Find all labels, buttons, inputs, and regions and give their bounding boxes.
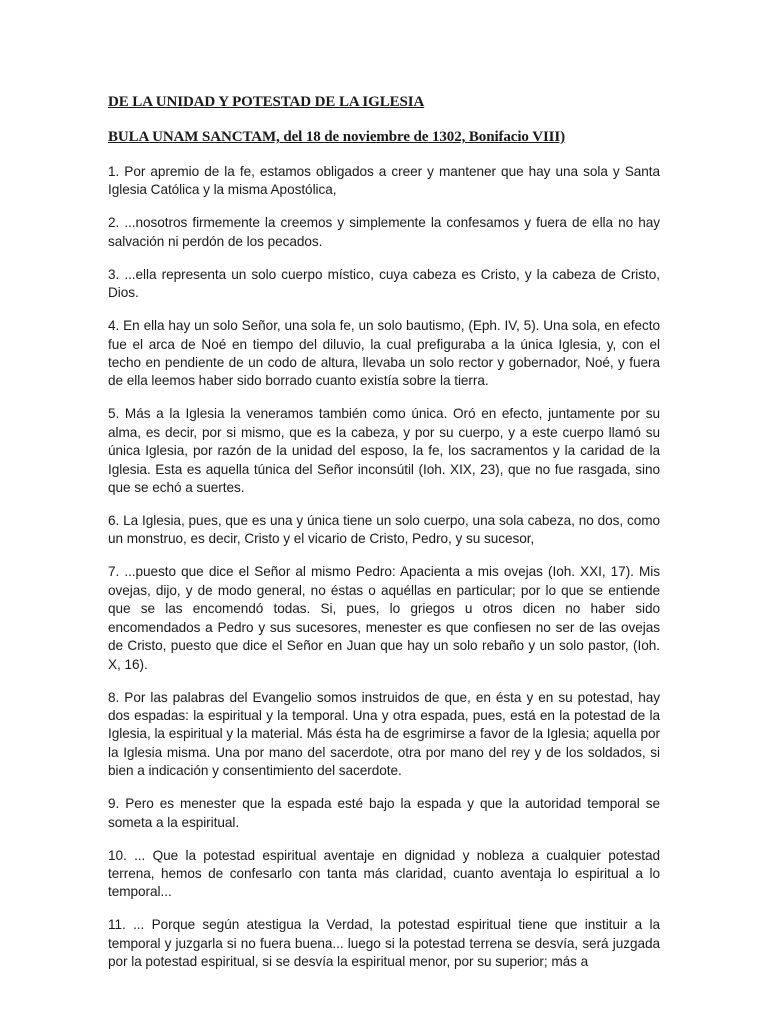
document-subtitle: BULA UNAM SANCTAM, del 18 de noviembre de 1302, Bonifacio VIII) [108, 129, 566, 145]
document-title: DE LA UNIDAD Y POTESTAD DE LA IGLESIA [108, 94, 425, 110]
paragraph-11: 11. ... Porque según atestigua la Verdad, la potestad espiritual tiene que instituir a la temporal y juzgarla si no fuera buena... luego si la potestad terrena se desvía, será juzgada por la potestad espiritual, si se desvía la espiritual menor, por su superior; más a [108, 917, 660, 970]
paragraph-1: 1. Por apremio de la fe, estamos obligados a creer y mantener que hay una sola y Santa Iglesia Católica y la misma Apostólica, [108, 164, 660, 198]
paragraph-3: 3. ...ella representa un solo cuerpo místico, cuya cabeza es Cristo, y la cabeza de Cristo, Dios. [108, 266, 660, 301]
paragraph-6: 6. La Iglesia, pues, que es una y única tiene un solo cuerpo, una sola cabeza, no dos, como un monstruo, es decir, Cristo y el vicario de Cristo, Pedro, y su sucesor, [108, 513, 660, 547]
document-page [108, 92, 660, 986]
paragraph-4: 4. En ella hay un solo Señor, una sola fe, un solo bautismo, (Eph. IV, 5). Una sola, en efecto fue el arca de Noé en tiempo del diluvio, la cual prefiguraba a la única Iglesia, y, con el techo en pendiente de un codo de altura, llevaba un solo rector y gobernador, Noé, y fuera de ella leemos haber sido borrado cuanto existía sobre la tierra. [108, 318, 660, 389]
paragraph-8: 8. Por las palabras del Evangelio somos instruidos de que, en ésta y en su potestad, hay dos espadas: la espiritual y la temporal. Una y otra espada, pues, está en la potestad de la Iglesia, la espiritual y la material. Más ésta ha de esgrimirse a favor de la Iglesia; aquella por la Iglesia misma. Una por mano del sacerdote, otra por mano del rey y de los soldados, si bien a indicación y consentimiento del sacerdote. [108, 689, 660, 779]
paragraph-2: 2. ...nosotros firmemente la creemos y simplemente la confesamos y fuera de ella no hay salvación ni perdón de los pecados. [108, 215, 660, 249]
paragraph-7: 7. ...puesto que dice el Señor al mismo Pedro: Apacienta a mis ovejas (Ioh. XXI, 17). Mis ovejas, dijo, y de modo general, no éstas o aquéllas en particular; por lo que se entiende que se las encomendó todas. Si, pues, lo griegos u otros dicen no haber sido encomendados a Pedro y sus sucesores, menester es que confiesen no ser de las ovejas de Cristo, puesto que dice el Señor en Juan que hay un solo rebaño y un solo pastor, (Ioh. X, 16). [108, 564, 660, 672]
paragraph-10: 10. ... Que la potestad espiritual aventaje en dignidad y nobleza a cualquier potestad terrena, hemos de confesarlo con tanta más claridad, cuanto aventaja lo espiritual a lo temporal... [108, 847, 660, 900]
paragraph-5: 5. Más a la Iglesia la veneramos también como única. Oró en efecto, juntamente por su alma, es decir, por si mismo, que es la cabeza, y por su cuerpo, y a este cuerpo llamó su única Iglesia, por razón de la unidad del esposo, la fe, los sacramentos y la caridad de la Iglesia. Esta es aquella túnica del Señor inconsútil (Ioh. XIX, 23), que no fue rasgada, sino que se echó a suertes. [108, 406, 660, 496]
paragraph-9: 9. Pero es menester que la espada esté bajo la espada y que la autoridad temporal se someta a la espiritual. [108, 796, 660, 830]
